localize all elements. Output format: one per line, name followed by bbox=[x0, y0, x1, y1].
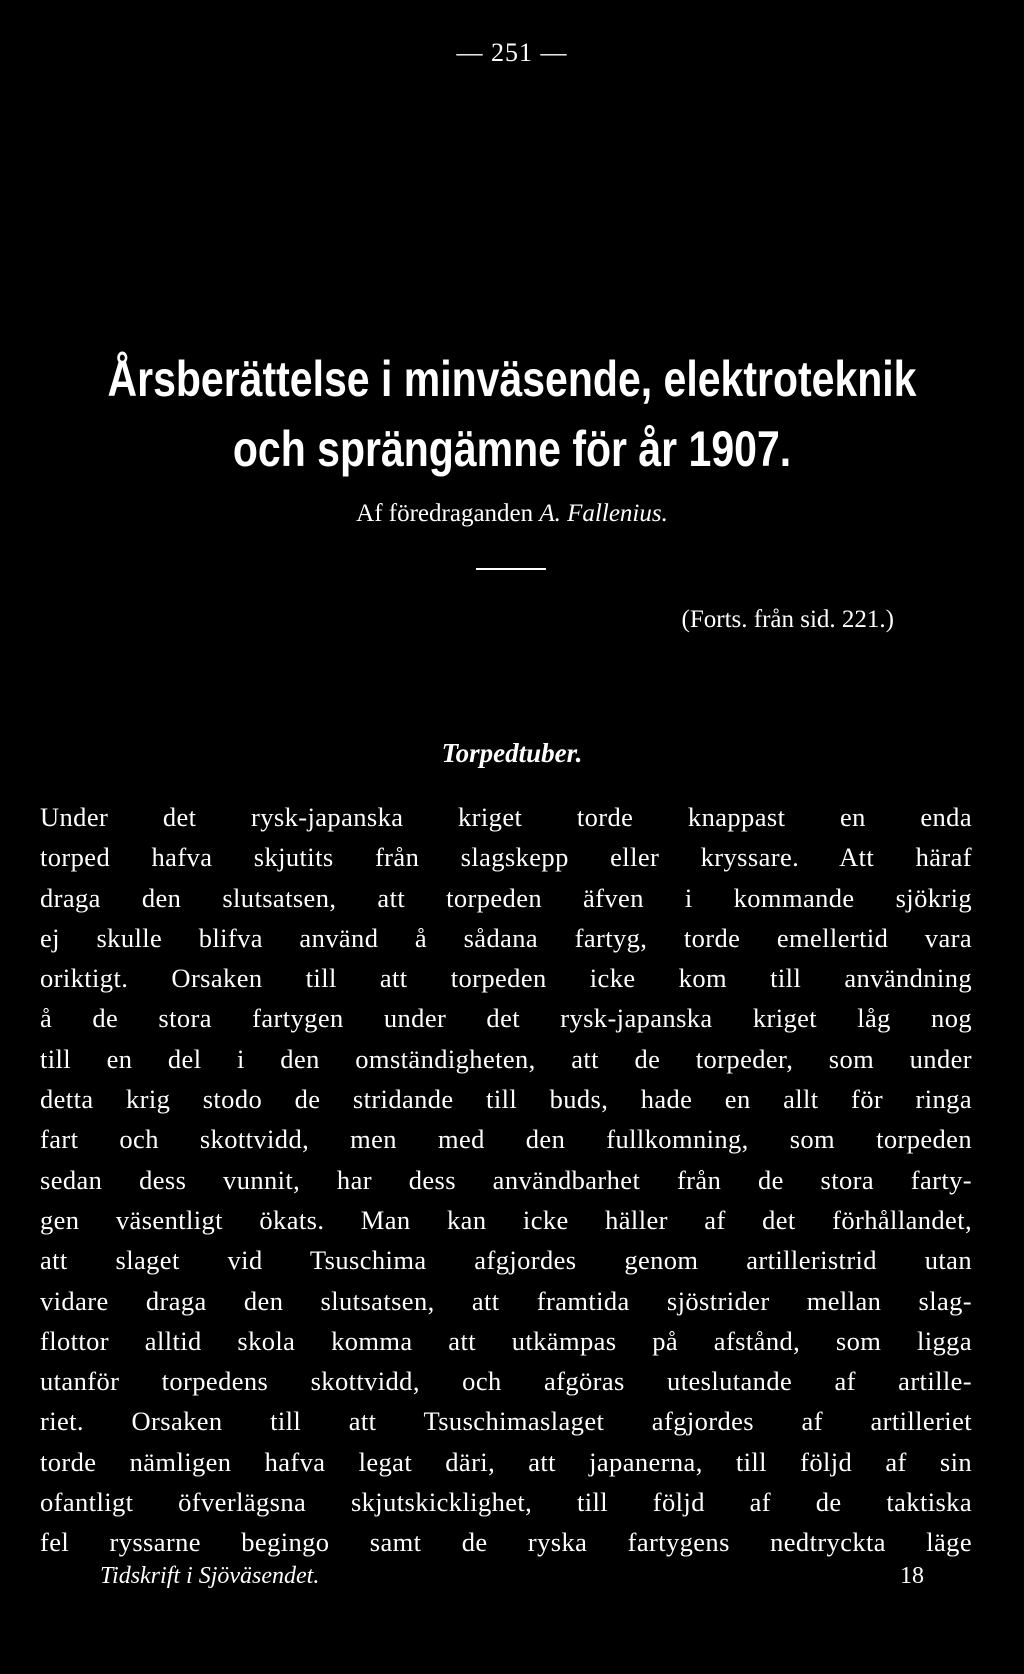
continued-note: (Forts. från sid. 221.) bbox=[681, 606, 894, 633]
body-line: sedan dess vunnit, har dess användbarhet från de stora farty- bbox=[40, 1164, 972, 1195]
article-title-line-2: och sprängämne för år 1907. bbox=[232, 421, 792, 477]
body-line: torde nämligen hafva legat däri, att japanerna, till följd af sin bbox=[40, 1446, 972, 1477]
byline-author: A. Fallenius. bbox=[539, 500, 668, 527]
body-line: att slaget vid Tsuschima afgjordes genom artilleristrid utan bbox=[40, 1245, 972, 1276]
body-line: till en del i den omständigheten, att de torpeder, som under bbox=[40, 1043, 972, 1074]
body-line: draga den slutsatsen, att torpeden äfven i kommande sjökrig bbox=[40, 882, 972, 913]
byline-prefix: Af föredraganden bbox=[356, 500, 534, 527]
divider-rule bbox=[476, 568, 546, 570]
body-line: flottor alltid skola komma att utkämpas på afstånd, som ligga bbox=[40, 1325, 972, 1356]
footer-journal-name: Tidskrift i Sjöväsendet. bbox=[100, 1563, 320, 1589]
body-line: Under det rysk-japanska kriget torde knappast en enda bbox=[40, 802, 972, 832]
page-number: — 251 — bbox=[456, 38, 568, 67]
body-line: vidare draga den slutsatsen, att framtida sjöstrider mellan slag- bbox=[40, 1285, 972, 1316]
body-line: detta krig stodo de stridande till buds, hade en allt för ringa bbox=[40, 1084, 972, 1115]
body-line: riet. Orsaken till att Tsuschimaslaget afgjordes af artilleriet bbox=[40, 1406, 972, 1437]
article-title-line-1: Årsberättelse i minväsende, elektroteknik bbox=[107, 351, 917, 407]
body-line: utanför torpedens skottvidd, och afgöras uteslutande af artille- bbox=[40, 1366, 972, 1397]
body-line: ofantligt öfverlägsna skjutskicklighet, till följd af de taktiska bbox=[40, 1487, 972, 1518]
body-line: gen väsentligt ökats. Man kan icke häller af det förhållandet, bbox=[40, 1204, 972, 1235]
section-heading: Torpedtuber. bbox=[441, 738, 583, 769]
body-line: ej skulle blifva använd å sådana fartyg, torde emellertid vara bbox=[40, 922, 972, 953]
body-line: fel ryssarne begingo samt de ryska fartygens nedtryckta läge bbox=[40, 1527, 972, 1558]
body-line: oriktigt. Orsaken till att torpeden icke kom till användning bbox=[40, 963, 972, 994]
footer-signature-number: 18 bbox=[900, 1563, 924, 1589]
body-line: fart och skottvidd, men med den fullkomning, som torpeden bbox=[40, 1124, 972, 1155]
body-line: å de stora fartygen under det rysk-japanska kriget låg nog bbox=[40, 1003, 972, 1034]
body-paragraph bbox=[40, 797, 972, 1563]
byline bbox=[0, 500, 1024, 528]
body-line: torped hafva skjutits från slagskepp eller kryssare. Att häraf bbox=[40, 842, 972, 873]
